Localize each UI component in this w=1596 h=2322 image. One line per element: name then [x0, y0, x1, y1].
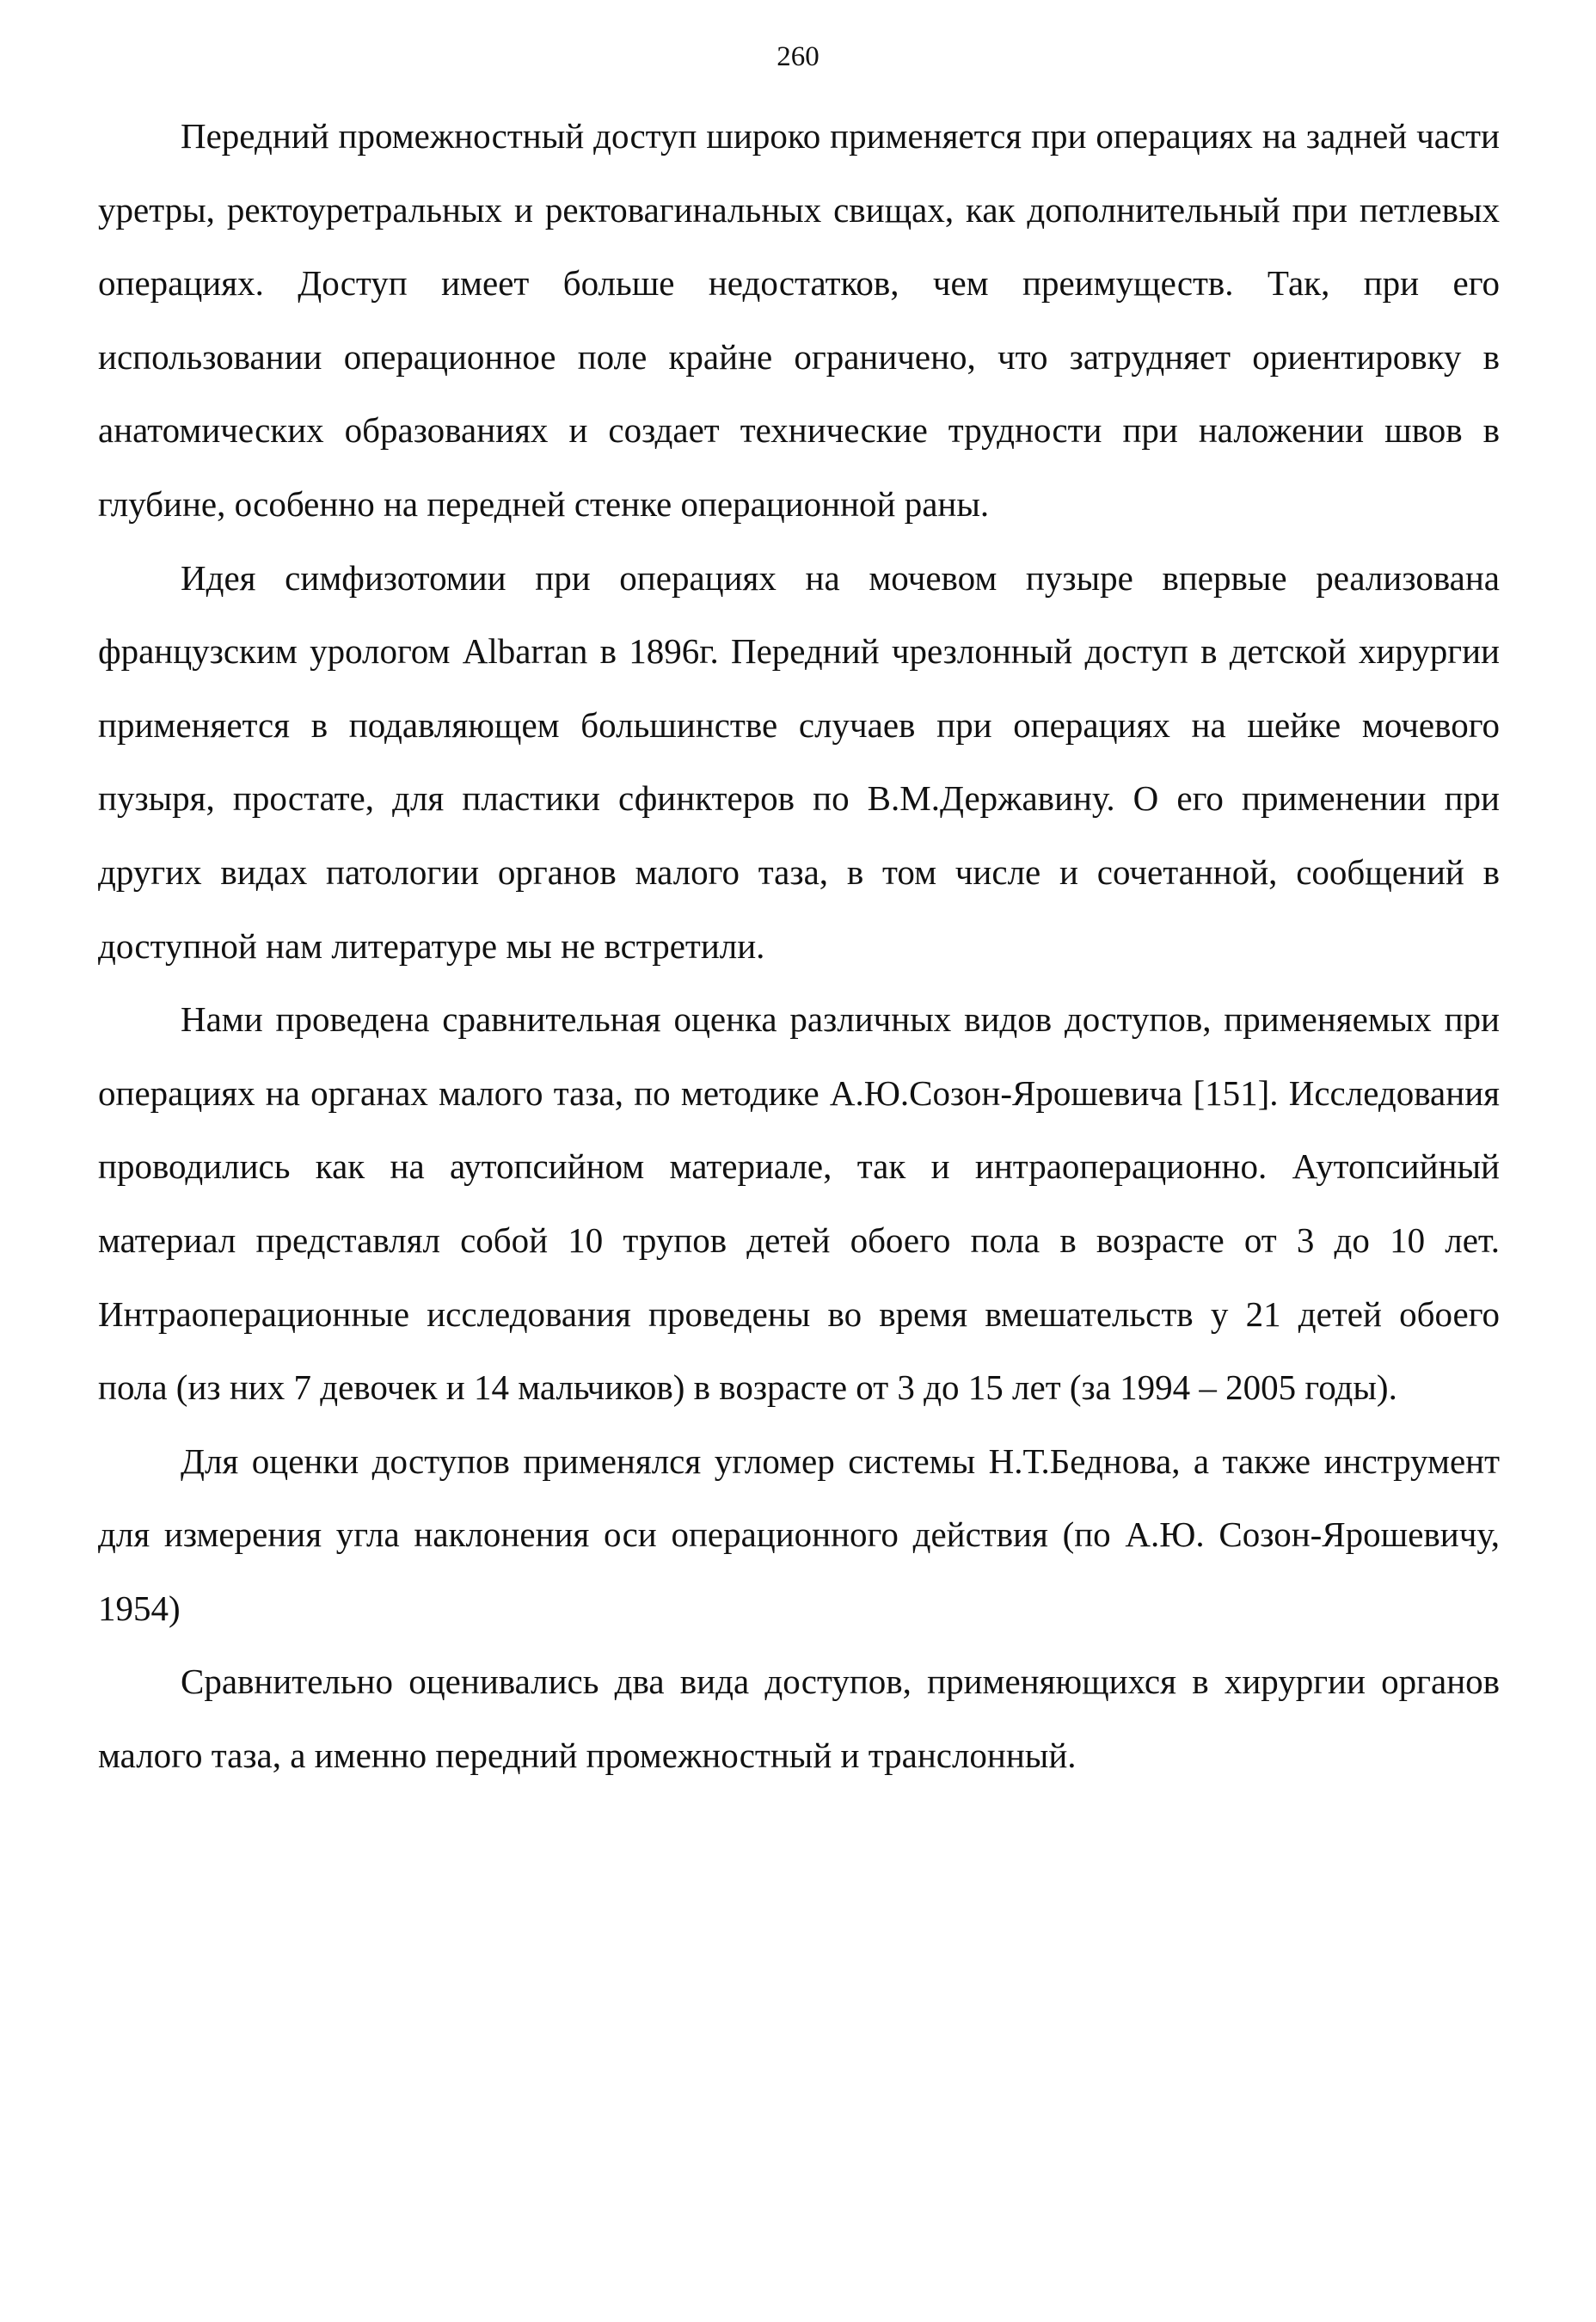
page-number: 260 — [777, 41, 819, 72]
paragraph-symphysiotomy: Идея симфизотомии при операциях на мочевом пузыре впервые реализована французским урологом Albarran в 1896г. Передний чрезлонный доступ в детской хирургии применяется в подавляющем большинстве случаев при операциях на шейке мочевого пузыря, простате, для пластики сфинктеров по В.М.Державину. О его применении при других видах патологии органов малого таза, в том числе и сочетанной, сообщений в доступной нам литературе мы не встретили. — [98, 557, 1500, 966]
paragraph-anterior-perineal-access: Передний промежностный доступ широко применяется при операциях на задней части уретры, ректоуретральных и ректовагинальных свищах, как дополнительный при петлевых операциях. Доступ имеет больше недостатков, чем преимуществ. Так, при его использовании операционное поле крайне ограничено, что затрудняет ориентировку в анатомических образованиях и создает технические трудности при наложении швов в глубине, особенно на передней стенке операционной раны. — [98, 116, 1500, 524]
paragraph-goniometer: Для оценки доступов применялся угломер системы Н.Т.Беднова, а также инструмент для измерения угла наклонения оси операционного действия (по А.Ю. Созон-Ярошевичу, 1954) — [98, 1440, 1500, 1628]
paragraph-two-access-types: Сравнительно оценивались два вида доступов, применяющихся в хирургии органов малого таза, а именно передний промежностный и транслонный. — [98, 1662, 1500, 1776]
paragraph-comparative-assessment: Нами проведена сравнительная оценка различных видов доступов, применяемых при операциях на органах малого таза, по методике А.Ю.Созон-Ярошевича [151]. Исследования проводились как на аутопсийном материале, так и интраоперационно. Аутопсийный материал представлял собой 10 трупов детей обоего пола в возрасте от 3 до 10 лет. Интраоперационные исследования проведены во время вмешательств у 21 детей обоего пола (из них 7 девочек и 14 мальчиков) в возрасте от 3 до 15 лет (за 1994 – 2005 годы). — [98, 999, 1500, 1408]
document-body — [98, 100, 1500, 1793]
